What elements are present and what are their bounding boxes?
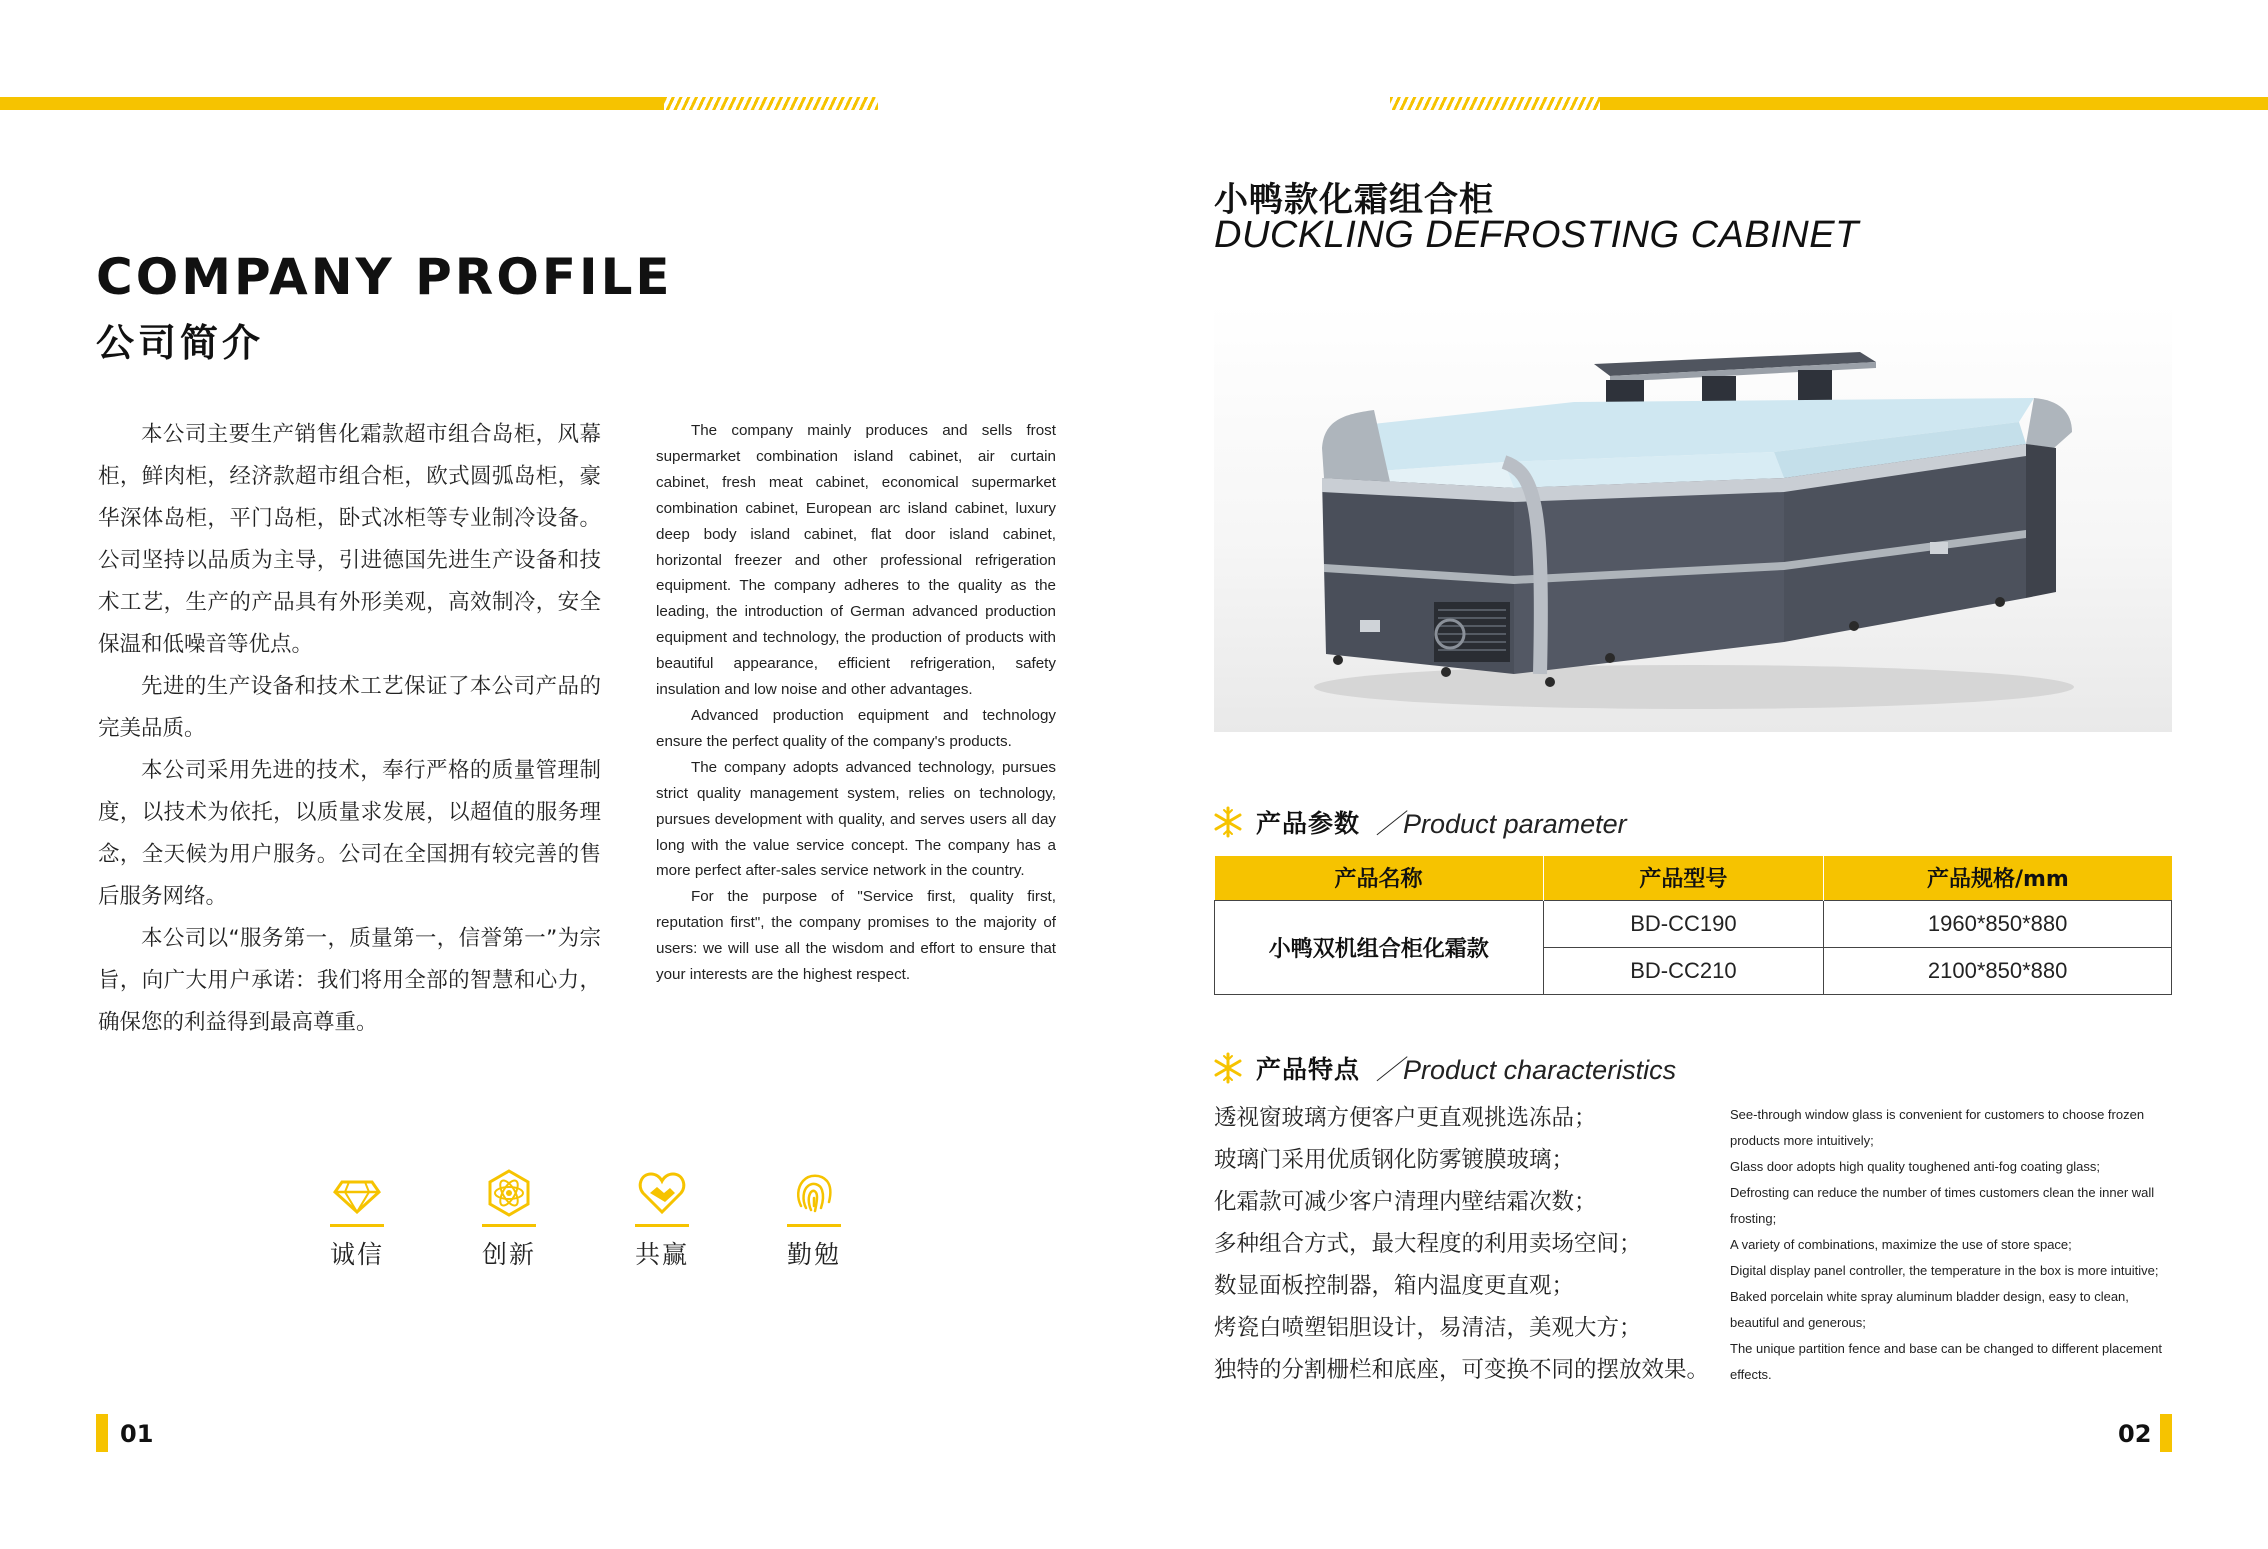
value-label: 共赢: [634, 1240, 689, 1269]
cn-paragraph: 本公司以“服务第一，质量第一，信誉第一”为宗旨，向广大用户承诺：我们将用全部的智慧和心力，确保您的利益得到最高尊重。: [98, 926, 601, 1035]
product-name-cell: 小鸭双机组合柜化霜款: [1215, 900, 1544, 994]
value-underline: [787, 1224, 841, 1227]
fingerprint-icon: [789, 1168, 839, 1218]
table-header: 产品型号: [1543, 856, 1824, 900]
page-title: COMPANY PROFILE: [96, 248, 673, 306]
value-label: 勤勉: [786, 1240, 841, 1269]
table-header: 产品名称: [1215, 856, 1544, 900]
en-paragraph: For the purpose of "Service first, quality first, reputation first", the company promises to the majority of users: we will use all the wisdom and effort to ensure that your interests are the highest respect.: [656, 888, 1056, 984]
table-header: 产品规格/mm: [1824, 856, 2172, 900]
features-heading-en: ／Product characteristics: [1376, 1055, 1677, 1085]
page-subtitle: 公司简介: [96, 321, 265, 365]
english-profile-text: [656, 418, 1056, 988]
table-row: [1215, 900, 2172, 947]
en-paragraph: The company adopts advanced technology, pursues strict quality management system, relies on technology, pursues development with quality, and serves users all day long with the value service concept. The company has a more perfect after-sales service network in the country.: [656, 758, 1056, 880]
params-heading-en: ／Product parameter: [1376, 809, 1627, 839]
feature-item-cn: 化霜款可减少客户清理内壁结霜次数；: [1214, 1189, 1597, 1215]
feature-item-cn: 玻璃门采用优质钢化防雾镀膜玻璃；: [1214, 1147, 1575, 1173]
top-bar-left: [0, 97, 668, 110]
value-label: 创新: [481, 1240, 536, 1269]
value-underline: [482, 1224, 536, 1227]
model-cell: BD-CC190: [1543, 900, 1824, 947]
features-list-en: [1730, 1102, 2175, 1388]
page-marker-right: [2160, 1414, 2172, 1452]
table-header-row: [1215, 856, 2172, 900]
value-integrity: [292, 1168, 422, 1271]
feature-item-cn: 独特的分割栅栏和底座，可变换不同的摆放效果。: [1214, 1357, 1710, 1383]
feature-item-en: A variety of combinations, maximize the use of store space;: [1730, 1237, 2072, 1252]
handshake-heart-icon: [637, 1168, 687, 1218]
value-innovation: [444, 1168, 574, 1271]
snowflake-icon: [1212, 806, 1244, 838]
spec-cell: 1960*850*880: [1824, 900, 2172, 947]
params-heading: [1212, 802, 1627, 841]
cn-paragraph: 本公司采用先进的技术，奉行严格的质量管理制度，以技术为依托，以质量求发展，以超值的服务理念，全天候为用户服务。公司在全国拥有较完善的售后服务网络。: [98, 758, 601, 909]
feature-item-cn: 烤瓷白喷塑铝胆设计，易清洁，美观大方；: [1214, 1315, 1642, 1341]
value-diligence: [749, 1168, 879, 1271]
page-number-left: 01: [120, 1420, 154, 1448]
feature-item-cn: 数显面板控制器，箱内温度更直观；: [1214, 1273, 1575, 1299]
features-heading: [1212, 1048, 1676, 1087]
features-list-cn: [1214, 1097, 1734, 1391]
product-params-table: [1214, 856, 2172, 995]
page-marker-left: [96, 1414, 108, 1452]
feature-item-cn: 透视窗玻璃方便客户更直观挑选冻品；: [1214, 1105, 1597, 1131]
product-photo: [1214, 302, 2172, 732]
diamond-icon: [332, 1168, 382, 1218]
en-paragraph: The company mainly produces and sells frost supermarket combination island cabinet, air curtain cabinet, fresh meat cabinet, economical supermarket combination cabinet, European arc island cabinet, luxury deep body island cabinet, flat door island cabinet, horizontal freezer and other professional refrigeration equipment. The company adheres to the quality as the leading, the introduction of German advanced production equipment and technology, the production of products with beautiful appearance, efficient refrigeration, safety insulation and low noise and other advantages.: [656, 422, 1056, 699]
chinese-profile-text: [98, 414, 601, 1044]
params-heading-cn: 产品参数: [1256, 808, 1361, 838]
freezer-illustration: [1214, 302, 2172, 732]
product-title-cn: 小鸭款化霜组合柜: [1214, 180, 1494, 220]
cn-paragraph: 本公司主要生产销售化霜款超市组合岛柜，风幕柜，鲜肉柜，经济款超市组合柜，欧式圆弧岛柜，豪华深体岛柜，平门岛柜，卧式冰柜等专业制冷设备。公司坚持以品质为主导，引进德国先进生产设备和技术工艺，生产的产品具有外形美观，高效制冷，安全保温和低噪音等优点。: [98, 422, 601, 657]
en-paragraph: Advanced production equipment and technology ensure the perfect quality of the company's products.: [656, 706, 1056, 750]
page-number-right: 02: [2118, 1420, 2152, 1448]
top-hatch-right: [1390, 97, 1604, 110]
value-label: 诚信: [329, 1240, 384, 1269]
feature-item-cn: 多种组合方式，最大程度的利用卖场空间；: [1214, 1231, 1642, 1257]
product-title-en: DUCKLING DEFROSTING CABINET: [1214, 214, 1859, 256]
spec-cell: 2100*850*880: [1824, 947, 2172, 994]
feature-item-en: Glass door adopts high quality toughened anti-fog coating glass;: [1730, 1159, 2101, 1174]
feature-item-en: Digital display panel controller, the temperature in the box is more intuitive;: [1730, 1263, 2159, 1278]
cn-paragraph: 先进的生产设备和技术工艺保证了本公司产品的完美品质。: [98, 674, 601, 741]
top-bar-right: [1600, 97, 2268, 110]
top-hatch-left: [664, 97, 878, 110]
feature-item-en: Baked porcelain white spray aluminum bladder design, easy to clean, beautiful and generous;: [1730, 1289, 2129, 1330]
model-cell: BD-CC210: [1543, 947, 1824, 994]
atom-icon: [484, 1168, 534, 1218]
value-underline: [330, 1224, 384, 1227]
snowflake-icon: [1212, 1052, 1244, 1084]
feature-item-en: See-through window glass is convenient for customers to choose frozen products more intuitively;: [1730, 1107, 2145, 1148]
value-win-win: [597, 1168, 727, 1271]
features-heading-cn: 产品特点: [1256, 1054, 1361, 1084]
value-underline: [635, 1224, 689, 1227]
feature-item-en: Defrosting can reduce the number of times customers clean the inner wall frosting;: [1730, 1185, 2155, 1226]
feature-item-en: The unique partition fence and base can be changed to different placement effects.: [1730, 1341, 2162, 1382]
